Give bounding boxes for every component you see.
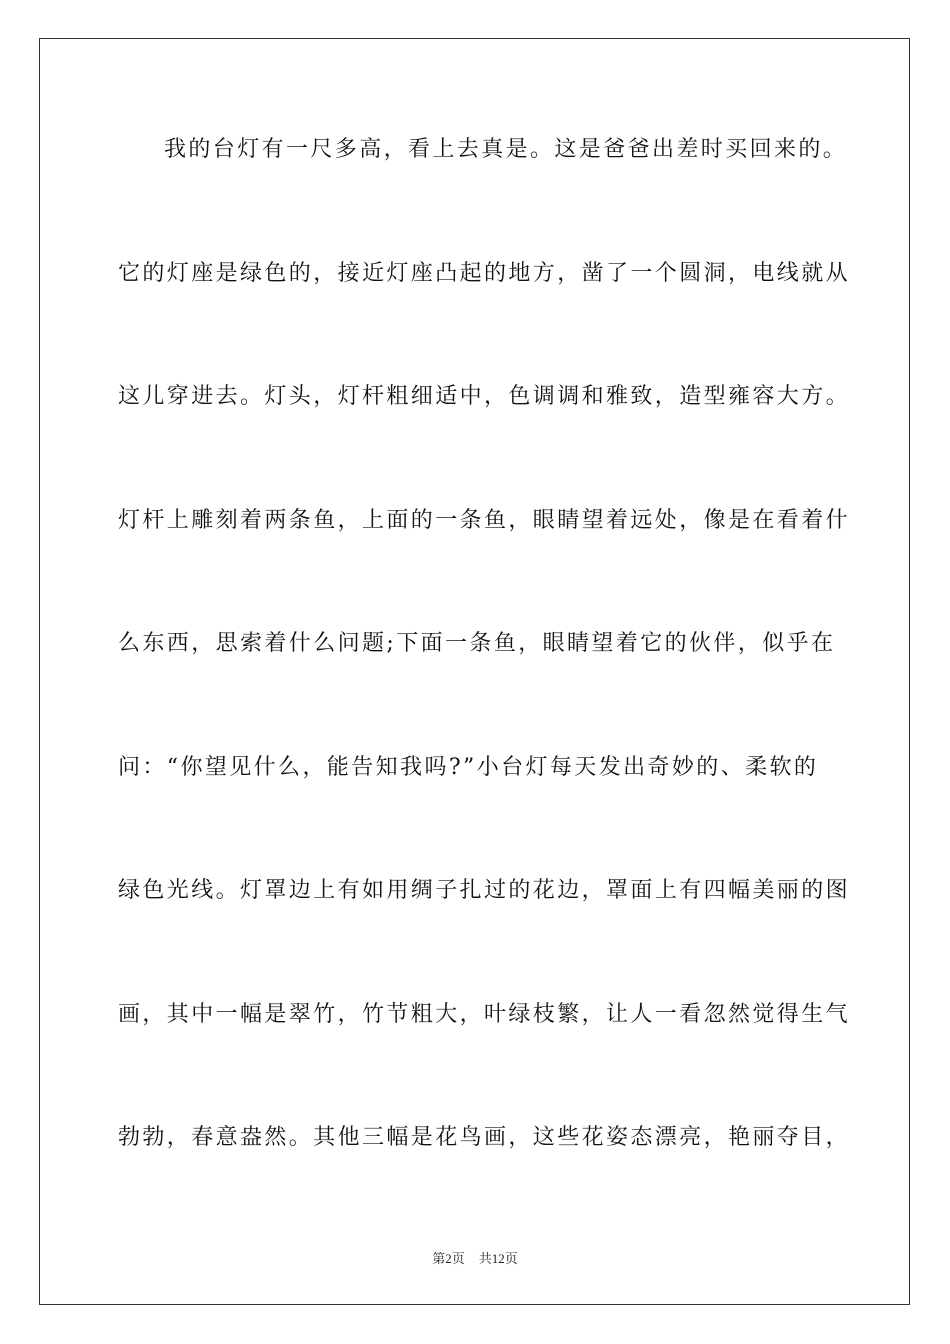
document-body — [118, 124, 851, 1236]
paragraph-line-7: 绿色光线。灯罩边上有如用绸子扎过的花边，罩面上有四幅美丽的图 — [118, 878, 851, 903]
total-pages: 共12页 — [478, 1251, 518, 1266]
paragraph-line-4: 灯杆上雕刻着两条鱼，上面的一条鱼，眼睛望着远处，像是在看着什 — [118, 507, 851, 533]
paragraph-line-3: 这儿穿进去。灯头，灯杆粗细适中，色调调和雅致，造型雍容大方。 — [118, 384, 851, 409]
paragraph-line-8: 画，其中一幅是翠竹，竹节粗大，叶绿枝繁，让人一看忽然觉得生气 — [118, 1001, 851, 1027]
page-number: 第2页 — [432, 1251, 465, 1266]
paragraph-line-6: 问：“你望见什么，能告知我吗?”小台灯每天发出奇妙的、柔软的 — [118, 754, 819, 780]
paragraph-line-5: 么东西，思索着什么问题;下面一条鱼，眼睛望着它的伙伴，似乎在 — [118, 631, 836, 656]
paragraph-line-9: 勃勃，春意盎然。其他三幅是花鸟画，这些花姿态漂亮，艳丽夺目， — [118, 1125, 851, 1150]
paragraph-line-1: 我的台灯有一尺多高，看上去真是。这是爸爸出差时买回来的。 — [164, 137, 848, 162]
paragraph-line-2: 它的灯座是绿色的，接近灯座凸起的地方，凿了一个圆洞，电线就从 — [118, 260, 851, 286]
page-footer — [0, 1248, 950, 1267]
